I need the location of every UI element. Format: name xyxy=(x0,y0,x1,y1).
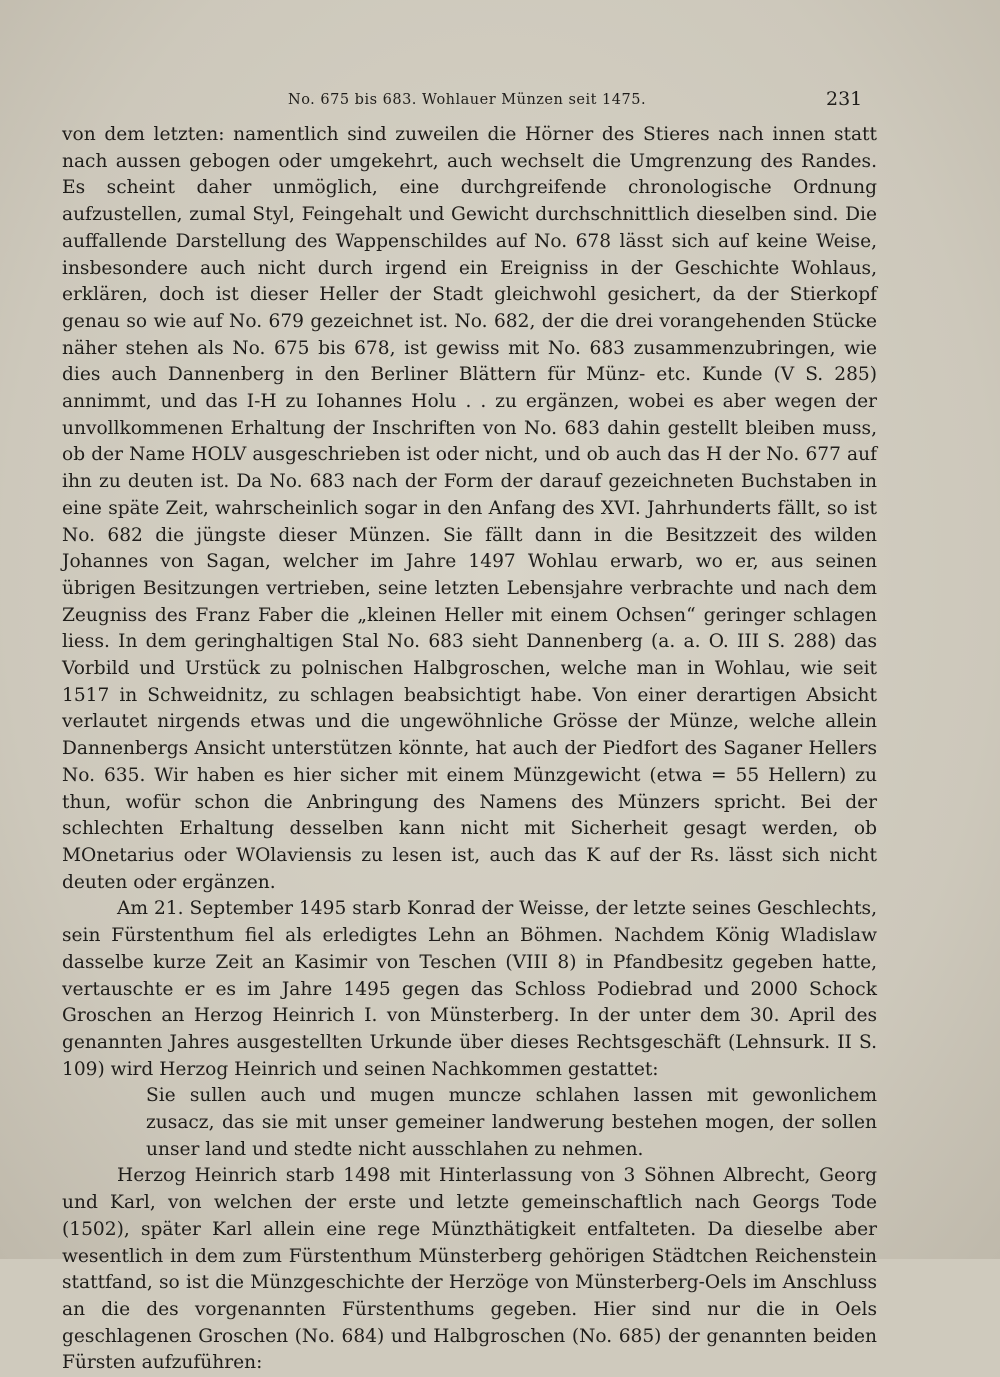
page-number: 231 xyxy=(826,88,863,110)
page-header xyxy=(0,88,1000,116)
running-head: No. 675 bis 683. Wohlauer Münzen seit 1475. xyxy=(288,92,647,108)
paragraph-continuation: von dem letzten: namentlich sind zuweilen die Hörner des Stieres nach innen statt nach aussen gebogen oder umgekehrt, auch wechselt die Umgrenzung des Randes. Es scheint daher unmöglich, eine durchgreifende chronologische Ordnung aufzustellen, zumal Styl, Feingehalt und Gewicht durchschnittlich dieselben sind. Die auffallende Darstellung des Wappenschildes auf No. 678 lässt sich auf keine Weise, insbesondere auch nicht durch irgend ein Ereigniss in der Geschichte Wohlaus, erklären, doch ist dieser Heller der Stadt gleichwohl gesichert, da der Stierkopf genau so wie auf No. 679 gezeichnet ist. No. 682, der die drei vorangehenden Stücke näher stehen als No. 675 bis 678, ist gewiss mit No. 683 zusammenzubringen, wie dies auch Dannenberg in den Berliner Blättern für Münz- etc. Kunde (V S. 285) annimmt, und das I-H zu Iohannes Holu . . zu ergänzen, wobei es aber wegen der unvollkommenen Erhaltung der Inschriften von No. 683 dahin gestellt bleiben muss, ob der Name HOLV ausgeschrieben ist oder nicht, und ob auch das H der No. 677 auf ihn zu deuten ist. Da No. 683 nach der Form der darauf gezeichneten Buchstaben in eine späte Zeit, wahrscheinlich sogar in den Anfang des XVI. Jahrhunderts fällt, so ist No. 682 die jüngste dieser Münzen. Sie fällt dann in die Besitzzeit des wilden Johannes von Sagan, welcher im Jahre 1497 Wohlau erwarb, wo er, aus seinen übrigen Besitzungen vertrieben, seine letzten Lebensjahre verbrachte und nach dem Zeugniss des Franz Faber die „kleinen Heller mit einem Ochsen“ geringer schlagen liess. In dem geringhaltigen Stal No. 683 sieht Dannenberg (a. a. O. III S. 288) das Vorbild und Urstück zu polnischen Halbgroschen, welche man in Wohlau, wie seit 1517 in Schweidnitz, zu schlagen beabsichtigt habe. Von einer derartigen Absicht verlautet nirgends etwas und die ungewöhnliche Grösse der Münze, welche allein Dannenbergs Ansicht unterstützen könnte, hat auch der Piedfort des Saganer Hellers No. 635. Wir haben es hier sicher mit einem Münzgewicht (etwa = 55 Hellern) zu thun, wofür schon die Anbringung des Namens des Münzers spricht. Bei der schlechten Erhaltung desselben kann nicht mit Sicherheit gesagt werden, ob MOnetarius oder WOlaviensis zu lesen ist, auch das K auf der Rs. lässt sich nicht deuten oder ergänzen. xyxy=(62,124,877,893)
body-text xyxy=(62,122,877,1377)
quoted-charter: Sie sullen auch und mugen muncze schlahen lassen mit gewonlichem zusacz, das sie mit unser gemeiner landwerung bestehen mogen, der sollen unser land und stedte nicht ausschlahen zu nehmen. xyxy=(146,1085,877,1160)
paragraph-konrad: Am 21. September 1495 starb Konrad der Weisse, der letzte seines Geschlechts, sein Fürstenthum fiel als erledigtes Lehn an Böhmen. Nachdem König Wladislaw dasselbe kurze Zeit an Kasimir von Teschen (VIII 8) in Pfandbesitz gegeben hatte, vertauschte er es im Jahre 1495 gegen das Schloss Podiebrad und 2000 Schock Groschen an Herzog Heinrich I. von Münsterberg. In der unter dem 30. April des genannten Jahres ausgestellten Urkunde über dieses Rechtsgeschäft (Lehnsurk. II S. 109) wird Herzog Heinrich und seinen Nachkommen gestattet: xyxy=(62,898,877,1080)
paragraph-heinrich: Herzog Heinrich starb 1498 mit Hinterlassung von 3 Söhnen Albrecht, Georg und Karl, von welchen der erste und letzte gemeinschaftlich nach Georgs Tode (1502), später Karl allein eine rege Münzthätigkeit entfalteten. Da dieselbe aber wesentlich in dem zum Fürstenthum Münsterberg gehörigen Städtchen Reichenstein stattfand, so ist die Münzgeschichte der Herzöge von Münsterberg-Oels im Anschluss an die des vorgenannten Fürstenthums gegeben. Hier sind nur die in Oels geschlagenen Groschen (No. 684) und Halbgroschen (No. 685) der genannten beiden Fürsten aufzuführen: xyxy=(62,1165,877,1374)
